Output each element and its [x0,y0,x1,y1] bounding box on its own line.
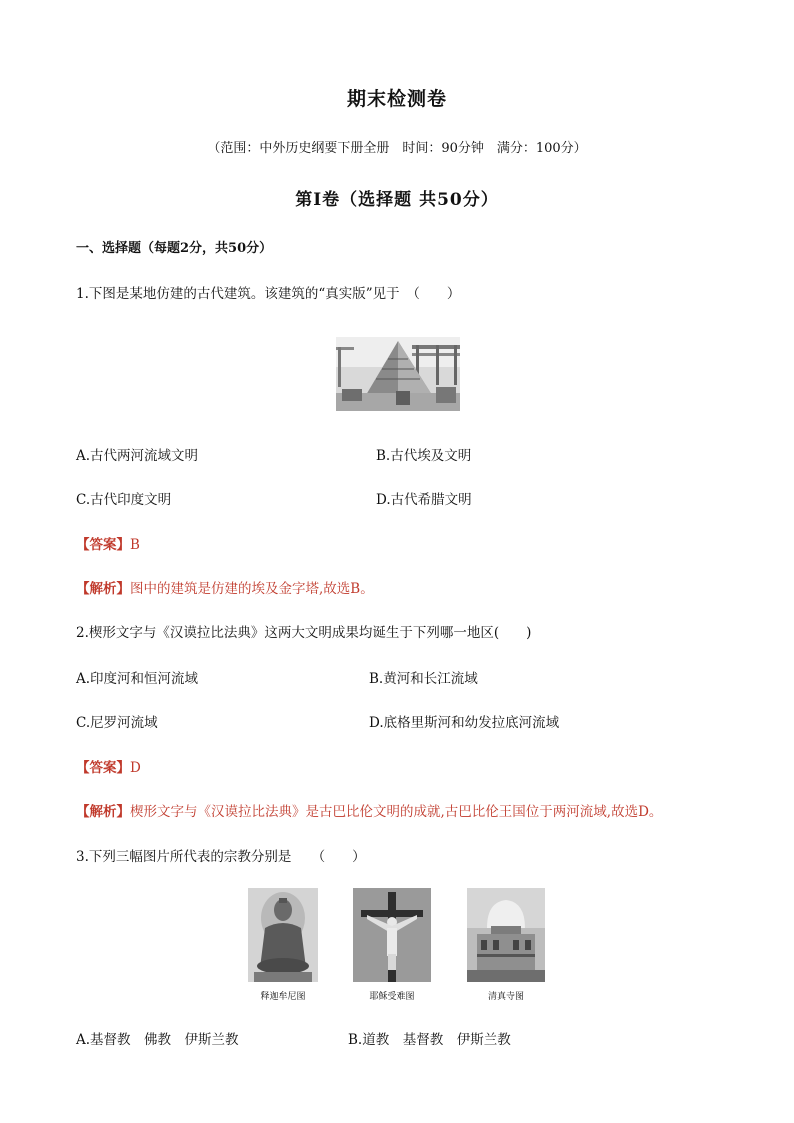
analysis-label: 【解析】 [76,804,130,820]
question-3-option-a: A.基督教 佛教 伊斯兰教 [76,1032,239,1048]
question-1-option-b: B.古代埃及文明 [376,448,472,464]
question-2-analysis [76,800,662,820]
question-1-answer [76,533,140,553]
mosque-image [467,888,545,982]
answer-label: 【答案】 [76,537,130,553]
buddha-caption: 释迦牟尼图 [260,992,306,1002]
answer-value: D [130,760,141,776]
question-2-option-c: C.尼罗河流域 [76,715,158,731]
page-title: 期末检测卷 [346,88,447,110]
question-1-stem: 1.下图是某地仿建的古代建筑。该建筑的“真实版”见于 （ ） [76,286,461,302]
crucifixion-image [353,888,431,982]
question-1-analysis [76,577,374,597]
question-2-answer [76,756,141,776]
question-1-option-a: A.古代两河流域文明 [76,448,199,464]
question-1-option-d: D.古代希腊文明 [376,492,472,508]
question-3-option-b: B.道教 基督教 伊斯兰教 [348,1032,511,1048]
question-2-stem: 2.楔形文字与《汉谟拉比法典》这两大文明成果均诞生于下列哪一地区( ) [76,625,532,641]
analysis-label: 【解析】 [76,581,130,597]
analysis-text: 楔形文字与《汉谟拉比法典》是古巴比伦文明的成就,古巴比伦王国位于两河流域,故选D。 [130,804,663,820]
question-2-option-b: B.黄河和长江流域 [369,671,478,687]
part-heading: 一、选择题（每题2分，共50分） [76,241,273,256]
buddha-image [248,888,318,982]
answer-value: B [130,537,140,553]
section-title: 第Ⅰ卷（选择题 共50分） [295,190,499,210]
pyramid-replica-image [336,337,460,411]
crucifixion-caption: 耶稣受难图 [369,992,415,1002]
exam-scope-subtitle: （范围：中外历史纲要下册全册 时间：90分钟 满分：100分） [207,141,587,156]
answer-label: 【答案】 [76,760,130,776]
question-3-stem: 3.下列三幅图片所代表的宗教分别是 （ ） [76,849,366,865]
mosque-caption: 清真寺图 [487,992,524,1002]
question-2-option-d: D.底格里斯河和幼发拉底河流域 [369,715,560,731]
analysis-text: 图中的建筑是仿建的埃及金字塔,故选B。 [130,581,374,597]
question-2-option-a: A.印度河和恒河流域 [76,671,199,687]
question-1-option-c: C.古代印度文明 [76,492,172,508]
